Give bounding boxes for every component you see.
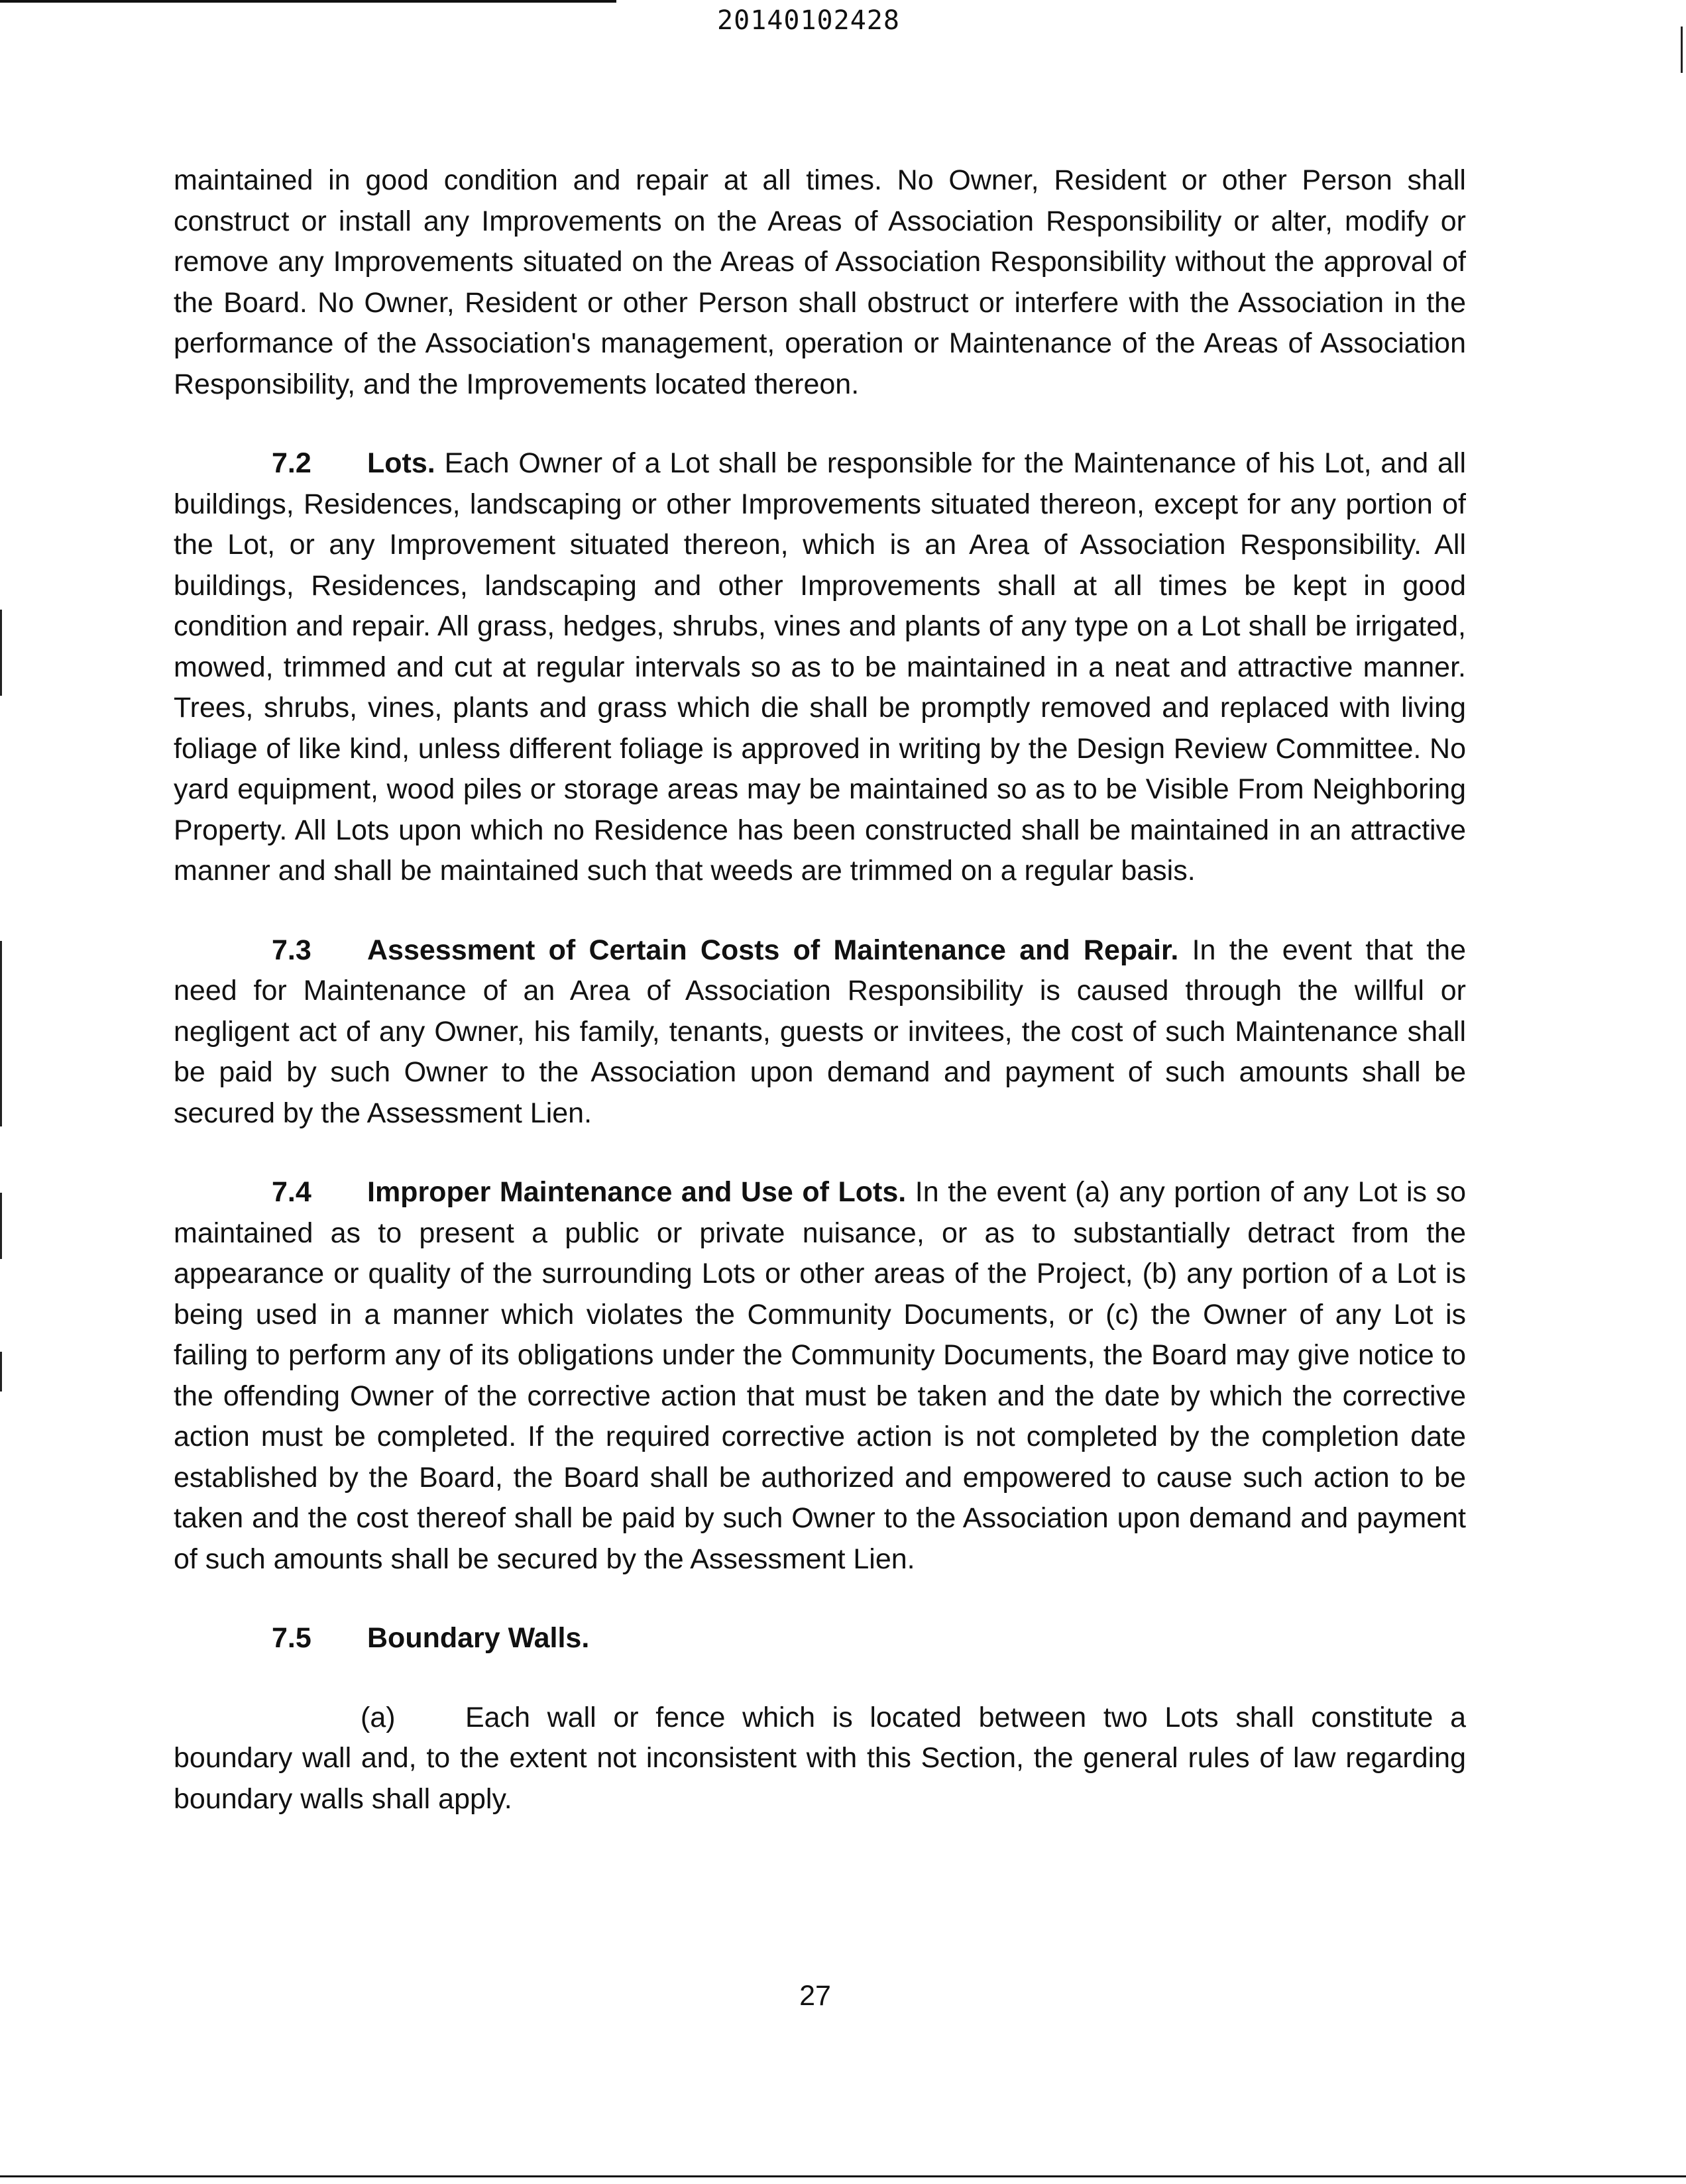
section-number: 7.3	[272, 934, 311, 966]
section-7-4	[174, 1172, 1466, 1580]
scan-edge-mark	[0, 610, 2, 696]
subsection-7-5-a	[174, 1698, 1466, 1820]
section-text: Each Owner of a Lot shall be responsible for the Maintenance of his Lot, and all buildings, Residences, landscaping or other Improvements situated thereon, except for any portion of the Lot, or any Improvement situated thereon, which is an Area of Association Responsibility. All buildings, Residences, landscaping and other Improvements shall at all times be kept in good condition and repair. All grass, hedges, shrubs, vines and plants of any type on a Lot shall be irrigated, mowed, trimmed and cut at regular intervals so as to be maintained in a neat and attractive manner. Trees, shrubs, vines, plants and grass which die shall be promptly removed and replaced with living foliage of like kind, unless different foliage is approved in writing by the Design Review Committee. No yard equipment, wood piles or storage areas may be maintained so as to be Visible From Neighboring Property. All Lots upon which no Residence has been constructed shall be maintained in an attractive manner and shall be maintained such that weeds are trimmed on a regular basis.	[174, 447, 1466, 887]
subsection-label: (a)	[361, 1701, 396, 1733]
top-scan-rule	[0, 0, 616, 3]
section-7-5	[174, 1618, 1466, 1659]
subsection-text: Each wall or fence which is located between two Lots shall constitute a boundary wall and, to the extent not inconsistent with this Section, the general rules of law regarding boundary walls shall apply.	[174, 1701, 1466, 1815]
section-title: Assessment of Certain Costs of Maintenance and Repair.	[367, 934, 1179, 966]
section-7-2	[174, 443, 1466, 892]
page-number: 27	[799, 1980, 831, 2012]
section-text: In the event that the need for Maintenance of an Area of Association Responsibility is caused through the willful or negligent act of any Owner, his family, tenants, guests or invitees, the cost of such Maintenance shall be paid by such Owner to the Association upon demand and payment of such amounts shall be secured by the Assessment Lien.	[174, 934, 1466, 1129]
bottom-scan-rule	[0, 2175, 1686, 2177]
section-number: 7.5	[272, 1622, 311, 1654]
scan-edge-mark	[1681, 27, 1683, 73]
section-number: 7.4	[272, 1176, 311, 1208]
scan-edge-mark	[0, 941, 2, 1126]
paragraph-continuation: maintained in good condition and repair at all times. No Owner, Resident or other Person shall construct or install any Improvements on the Areas of Association Responsibility or alter, modify or remove any Improvements situated on the Areas of Association Responsibility without the approval of the Board. No Owner, Resident or other Person shall obstruct or interfere with the Association in the performance of the Association's management, operation or Maintenance of the Areas of Association Responsibility, and the Improvements located thereon.	[174, 164, 1466, 400]
scan-edge-mark	[0, 1352, 2, 1392]
section-title: Boundary Walls.	[367, 1622, 590, 1654]
scan-edge-mark	[0, 1193, 2, 1259]
section-title: Lots.	[367, 447, 435, 479]
document-body	[174, 160, 1466, 1820]
section-number: 7.2	[272, 447, 311, 479]
document-number: 20140102428	[717, 5, 900, 36]
section-title: Improper Maintenance and Use of Lots.	[367, 1176, 907, 1208]
section-7-3	[174, 930, 1466, 1134]
section-text: In the event (a) any portion of any Lot is so maintained as to present a public or private nuisance, or as to substantially detract from the appearance or quality of the surrounding Lots or other areas of the Project, (b) any portion of a Lot is being used in a manner which violates the Community Documents, or (c) the Owner of any Lot is failing to perform any of its obligations under the Community Documents, the Board may give notice to the offending Owner of the corrective action that must be taken and the date by which the corrective action must be completed. If the required corrective action is not completed by the completion date established by the Board, the Board shall be authorized and empowered to cause such action to be taken and the cost thereof shall be paid by such Owner to the Association upon demand and payment of such amounts shall be secured by the Assessment Lien.	[174, 1176, 1466, 1575]
